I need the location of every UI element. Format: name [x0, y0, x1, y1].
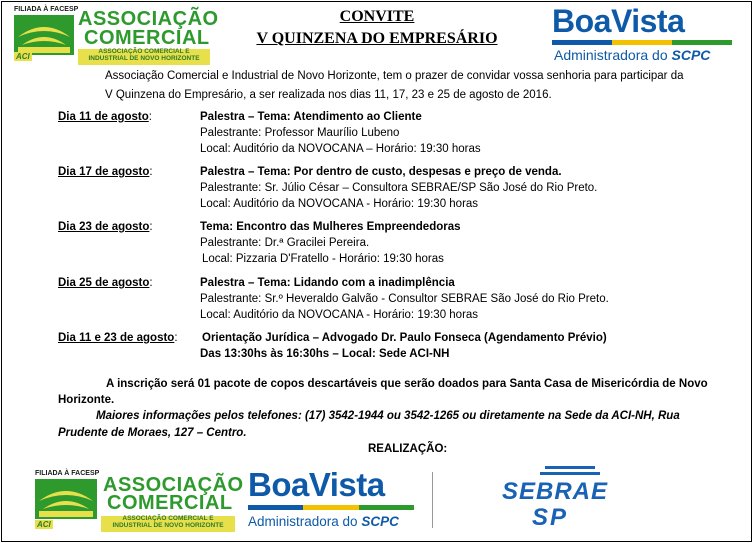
- sponsor-aci-mark: ACI: [37, 520, 51, 529]
- event-4-title: Palestra – Tema: Lidando com a inadimplência: [200, 277, 455, 289]
- sponsor-divider: [432, 472, 433, 528]
- title-quinzena: V QUINZENA DO EMPRESÁRIO: [256, 30, 498, 47]
- aci-word-comercial: COMERCIAL: [84, 27, 210, 49]
- sponsor-aci-filiada: FILIADA À FACESP: [35, 470, 100, 477]
- sponsor-aci-word-associacao: ASSOCIAÇÃO: [103, 474, 244, 496]
- event-2-speaker: Palestrante: Sr. Júlio César – Consultora SEBRAE/SP São José do Rio Preto.: [200, 182, 598, 194]
- invite-title: [222, 8, 532, 48]
- realizacao-label: REALIZAÇÃO:: [368, 443, 448, 455]
- event-2-day: Dia 17 de agosto:: [58, 166, 153, 178]
- title-convite: CONVITE: [339, 8, 415, 25]
- event-4-speaker: Palestrante: Sr.º Heveraldo Galvão - Consultor SEBRAE São José do Rio Preto.: [200, 293, 609, 305]
- event-3-speaker: Palestrante: Dr.ª Gracilei Pereira.: [200, 237, 370, 249]
- aci-mark: ACI: [16, 52, 30, 61]
- info-line-2: Prudente de Moraes, 127 – Centro.: [58, 427, 247, 439]
- inscricao-line-1: A inscrição será 01 pacote de copos descartáveis que serão doados para Santa Casa de Misericórdia de Novo: [106, 378, 708, 390]
- intro-line-2: V Quinzena do Empresário, a ser realizada nos dias 11, 17, 23 e 25 de agosto de 2016.: [105, 89, 552, 101]
- event-4-day: Dia 25 de agosto:: [58, 277, 153, 289]
- sponsor-boavista-stripe-icon: [248, 505, 414, 510]
- event-1-place: Local: Auditório da NOVOCANA – Horário: 19:30 horas: [200, 143, 481, 155]
- sponsor-boavista-subtitle: Administradora do SCPC: [248, 514, 399, 529]
- info-line-1: Maiores informações pelos telefones: (17) 3542-1944 ou 3542-1265 ou diretamente na Sede da ACI-NH, Rua: [96, 410, 680, 422]
- boavista-logo: [552, 3, 742, 65]
- aci-word-associacao: ASSOCIAÇÃO: [78, 8, 219, 30]
- aci-emblem-icon: [14, 15, 74, 55]
- intro-line-1: Associação Comercial e Industrial de Novo Horizonte, tem o prazer de convidar vossa senhoria para participar da: [105, 70, 684, 82]
- aci-filiada-label: FILIADA À FACESP: [14, 6, 79, 13]
- sponsor-boavista-name: BoaVista: [248, 466, 385, 503]
- event-3-place: Local: Pizzaria D'Fratello - Horário: 19:30 horas: [202, 253, 444, 265]
- aci-subtitle: ASSOCIAÇÃO COMERCIAL E INDUSTRIAL DE NOVO HORIZONTE: [78, 49, 210, 65]
- sponsor-aci-word-comercial: COMERCIAL: [107, 492, 233, 514]
- event-2-place: Local: Auditório da NOVOCANA - Horário: 19:30 horas: [200, 198, 479, 210]
- sponsor-aci-logo: [35, 470, 244, 532]
- sebrae-word: SEBRAE: [502, 478, 609, 505]
- boavista-subtitle: Administradora do SCPC: [554, 47, 711, 63]
- event-3-day: Dia 23 de agosto:: [58, 221, 153, 233]
- sebrae-sp: SP: [532, 504, 569, 531]
- inscricao-line-2: Horizonte.: [58, 394, 115, 406]
- event-5-place: Das 13:30hs às 16:30hs – Local: Sede ACI-NH: [200, 348, 450, 360]
- sponsor-aci-subtitle: ASSOCIAÇÃO COMERCIAL E INDUSTRIAL DE NOVO HORIZONTE: [101, 516, 235, 532]
- event-4-place: Local: Auditório da NOVOCANA - Horário: 19:30 horas: [200, 309, 479, 321]
- event-2-title: Palestra – Tema: Por dentro de custo, despesas e preço de venda.: [200, 166, 562, 178]
- sponsor-sebrae-logo: [500, 464, 635, 532]
- event-1-speaker: Palestrante: Professor Maurílio Lubeno: [200, 127, 400, 139]
- sponsor-boavista-logo: [248, 466, 424, 532]
- event-5-title: Orientação Jurídica – Advogado Dr. Paulo Fonseca (Agendamento Prévio): [202, 332, 607, 344]
- page-border: [1, 1, 752, 542]
- sponsor-aci-emblem-icon: [35, 479, 97, 519]
- event-5-day: Dia 11 e 23 de agosto:: [58, 332, 178, 344]
- event-1-day: Dia 11 de agosto:: [58, 111, 152, 123]
- aci-logo: [12, 6, 219, 64]
- boavista-name: BoaVista: [552, 3, 685, 39]
- boavista-stripe-icon: [552, 40, 732, 45]
- event-3-title: Tema: Encontro das Mulheres Empreendedoras: [200, 221, 461, 233]
- event-1-title: Palestra – Tema: Atendimento ao Cliente: [200, 111, 422, 123]
